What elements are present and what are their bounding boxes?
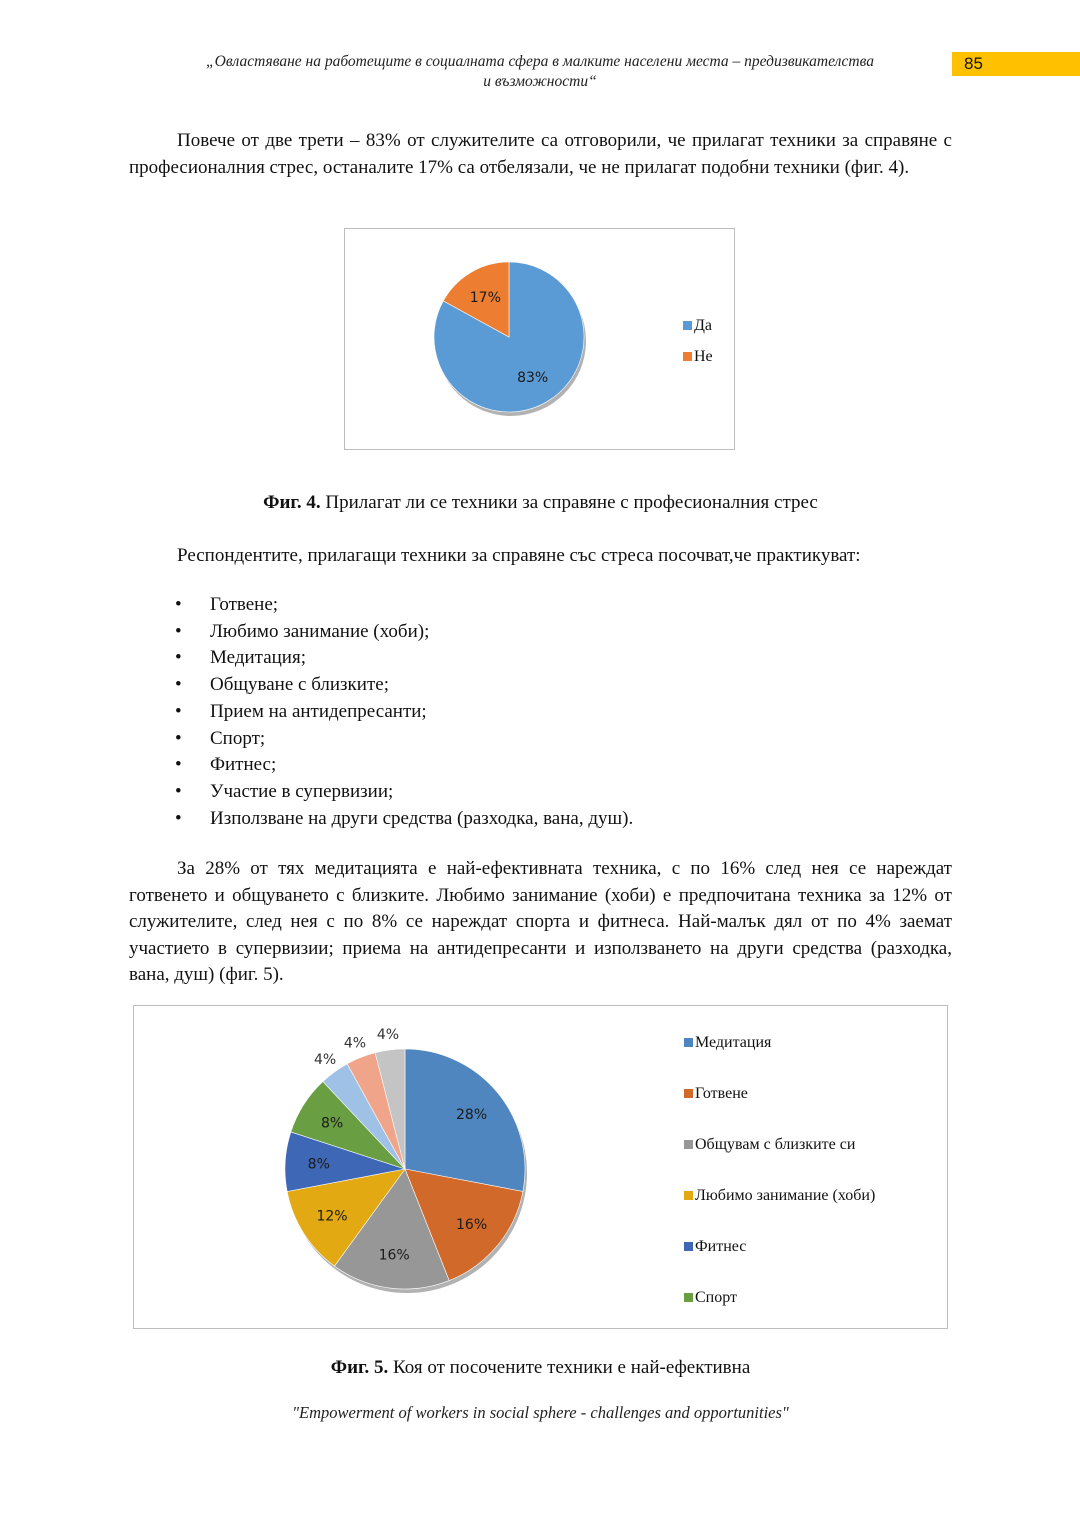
pie-data-label: 12%: [316, 1208, 348, 1225]
legend-entry: Спорт: [695, 1289, 738, 1306]
pie-data-label: 17%: [469, 289, 501, 306]
header-title-line2: и възможности“: [483, 73, 597, 90]
pie-data-label: 4%: [376, 1027, 400, 1044]
legend-swatch: [684, 1140, 693, 1149]
pie-data-label: 8%: [307, 1156, 330, 1173]
paragraph-2: Респондентите, прилагащи техники за справяне със стреса посочват,че практикуват:: [177, 545, 861, 566]
list-item: • Участие в супервизии;: [170, 779, 633, 806]
list-item: • Медитация;: [170, 645, 633, 672]
figure-5-caption: [129, 1357, 952, 1379]
figure-5-caption-text: Коя от посочените техники е най-ефективна: [388, 1357, 751, 1378]
pie-data-label: 16%: [378, 1247, 410, 1264]
pie-data-label: 16%: [456, 1217, 488, 1234]
legend-entry: Медитация: [695, 1034, 772, 1051]
list-item: • Фитнес;: [170, 752, 633, 779]
list-item: • Използване на други средства (разходка, вана, душ).: [170, 806, 633, 833]
paragraph-1: Повече от две трети – 83% от служителите са отговорили, че прилагат техники за справяне с професионалния стрес, останалите 17% са отбелязали, че не прилагат подобни техники (фиг. 4).: [129, 130, 952, 178]
legend-swatch: [684, 1038, 693, 1047]
figure-4-caption-label: Фиг. 4.: [263, 492, 321, 513]
pie-chart-fig4: [345, 229, 734, 449]
legend-swatch: [683, 352, 692, 361]
legend-entry: Фитнес: [695, 1238, 747, 1255]
pie-chart-fig5: [134, 1006, 947, 1328]
figure-4-caption-text: Прилагат ли се техники за справяне с професионалния стрес: [320, 492, 818, 513]
legend-entry: Общувам с близките си: [695, 1136, 856, 1153]
legend-entry: Не: [694, 348, 713, 365]
legend-swatch: [684, 1242, 693, 1251]
legend-swatch: [684, 1293, 693, 1302]
pie-data-label: 8%: [320, 1115, 344, 1132]
header-title-line1: „Овластяване на работещите в социалната сфера в малките населени места – предизвикателства: [206, 53, 874, 70]
pie-data-label: 4%: [343, 1035, 367, 1052]
legend-entry: Да: [694, 317, 713, 334]
legend-entry: Готвене: [695, 1085, 748, 1102]
pie-data-label: 28%: [456, 1106, 488, 1123]
list-item: • Любимо занимание (хоби);: [170, 619, 633, 646]
legend-swatch: [684, 1191, 693, 1200]
figure-5-caption-label: Фиг. 5.: [330, 1357, 389, 1378]
list-item: • Прием на антидепресанти;: [170, 699, 633, 726]
figure-4-chart: [344, 228, 735, 450]
pie-data-label: 83%: [517, 370, 549, 387]
header-title: [140, 52, 940, 92]
list-item: • Готвене;: [170, 592, 633, 619]
legend-swatch: [684, 1089, 693, 1098]
techniques-list: [170, 592, 633, 832]
list-item: • Общуване с близките;: [170, 672, 633, 699]
list-item: • Спорт;: [170, 726, 633, 753]
paragraph-3: За 28% от тях медитацията е най-ефективната техника, с по 16% след нея се нареждат готвенето и общуването с близките. Любимо занимание (хоби) е предпочитана техника за 12% от служителите, след нея с по 8% се нареждат спорта и фитнеса. Най-малък дял от по 4% заемат участието в супервизии; приема на антидепресанти и използването на други средства (разходка, вана, душ) (фиг. 5).: [129, 858, 952, 985]
pie-data-label: 4%: [313, 1051, 337, 1068]
running-footer: "Empowerment of workers in social sphere - challenges and opportunities": [292, 1403, 789, 1422]
page-number-badge: 85: [952, 52, 1080, 76]
legend-swatch: [683, 321, 692, 330]
figure-4-caption: [129, 492, 952, 514]
figure-5-chart: [133, 1005, 948, 1329]
legend-entry: Любимо занимание (хоби): [695, 1187, 876, 1204]
